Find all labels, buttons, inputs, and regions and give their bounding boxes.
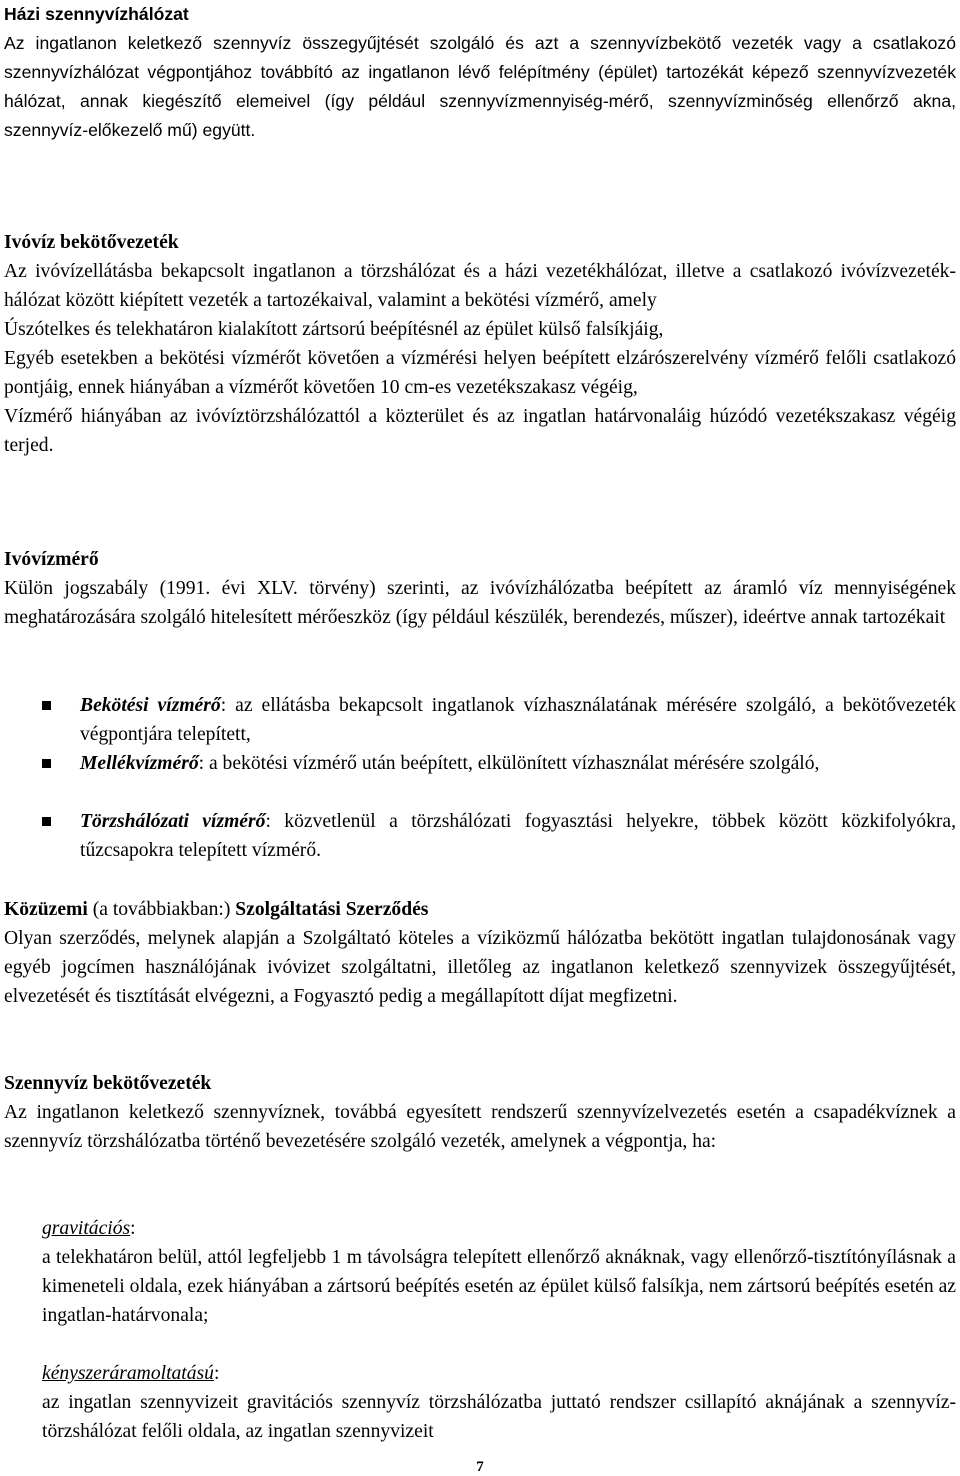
section-body: Az ingatlanon keletkező szennyvíz összegyűjtését szolgáló és azt a szennyvízbekötő vezeték vagy a csatlakozó szennyvízhálózat végpontjához továbbító az ingatlanon lévő felépítmény (épület) tartozékát képező szennyvízvezeték hálózat, annak kiegészítő elemeivel (így például szennyvízmennyiség-mérő, szennyvízminőség ellenőrző akna, szennyvíz-előkezelő mű) együtt. [4,33,956,140]
section-title: Ivóvízmérő [4,549,99,570]
list-item [38,807,956,865]
term-definition: : közvetlenül a törzshálózati fogyasztási helyekre, többek között közkifolyókra, tűzcsapokra telepített vízmérő. [80,811,956,861]
label-colon: : [130,1218,136,1239]
section-title: Ivóvíz bekötővezeték [4,232,179,253]
list-item [38,691,956,749]
title-part: Szolgáltatási Szerződés [235,899,429,920]
section-hazi-szennyvizhalozat [4,0,956,145]
definition-paragraph: Úszótelkes és telekhatáron kialakított zártsorú beépítésnél az épület külső falsíkjáig, [4,319,664,340]
definition-paragraph: Vízmérő hiányában az ivóvíztörzshálózattól a közterület és az ingatlan határvonaláig húzódó vezetékszakasz végéig terjed. [4,406,956,456]
term-label: Bekötési vízmérő [80,695,221,716]
title-part: (a továbbiakban:) [87,899,236,920]
term-label: Mellékvízmérő [80,753,199,774]
page-number: 7 [476,1459,484,1475]
subsection-body: az ingatlan szennyvizeit gravitációs szennyvíz törzshálózatba juttató rendszer csillapító aknájának a szennyvíz-törzshálózat felőli oldala, az ingatlan szennyvizeit [42,1392,956,1442]
square-bullet-icon [42,701,51,710]
subsection-body: a telekhatáron belül, attól legfeljebb 1 m távolságra telepített ellenőrző aknáknak, vagy ellenőrző-tisztítónyílásnak a kimeneteli oldala, ezek hiányában a zártsorú beépítés esetén az épület külső falsíkja, nem zártsorú beépítés esetén az ingatlan-határvonala; [42,1247,956,1326]
title-part: Közüzemi [4,899,88,920]
label-colon: : [213,1363,220,1384]
section-body: Az ingatlanon keletkező szennyvíznek, továbbá egyesített rendszerű szennyvízelvezetés esetén a csapadékvíznek a szennyvíz törzshálózatba történő bevezetésére szolgáló vezeték, amelynek a végpontja, ha: [4,1102,956,1152]
section-kenyszeraramoltatasu [42,1359,956,1446]
subsection-label: kényszeráramoltatású [42,1363,214,1384]
term-label: Törzshálózati vízmérő [80,811,266,832]
section-ivoviz-bekotovezetek [4,228,956,460]
definition-paragraph: Az ivóvízellátásba bekapcsolt ingatlanon a törzshálózat és a házi vezetékhálózat, illetve a csatlakozó ivóvízvezeték-hálózat között kiépített vezeték a tartozékaival, valamint a bekötési vízmérő, amely [4,261,956,311]
section-kozuzemi-szerzodes [4,895,956,1011]
section-title: Szennyvíz bekötővezeték [4,1073,212,1094]
subsection-label: gravitációs [42,1218,131,1239]
section-body: Külön jogszabály (1991. évi XLV. törvény) szerinti, az ivóvízhálózatba beépített az áramló víz mennyiségének meghatározására szolgáló hitelesített mérőeszköz (így például készülék, berendezés, műszer), ideértve annak tartozékait [4,578,956,628]
subsection-title [42,1214,956,1243]
list-item [38,749,956,778]
section-ivovizmero [4,545,956,632]
square-bullet-icon [42,817,51,826]
term-definition: : a bekötési vízmérő után beépített, elkülönített vízhasználat mérésére szolgáló, [198,753,820,774]
section-title [4,895,956,924]
term-definition: : az ellátásba bekapcsolt ingatlanok vízhasználatának mérésére szolgáló, a bekötővezeték végpontjára telepített, [80,695,956,745]
section-body: Olyan szerződés, melynek alapján a Szolgáltató köteles a víziközmű hálózatba bekötött ingatlan tulajdonosának vagy egyéb jogcímen használójának ivóvizet szolgáltatni, illetőleg az ingatlanon keletkező szennyvizek összegyűjtését, elvezetését és tisztítását elvégezni, a Fogyasztó pedig a megállapított díjat megfizetni. [4,928,956,1007]
subsection-title [42,1359,956,1388]
section-szennyviz-bekotovezetek [4,1069,956,1156]
square-bullet-icon [42,759,51,768]
section-gravitacios [42,1214,956,1330]
section-title: Házi szennyvízhálózat [4,4,189,24]
definition-paragraph: Egyéb esetekben a bekötési vízmérőt követően a vízmérési helyen beépített elzárószerelvény vízmérő felőli csatlakozó pontjáig, ennek hiányában a vízmérőt követően 10 cm-es vezetékszakasz végéig, [4,348,956,398]
